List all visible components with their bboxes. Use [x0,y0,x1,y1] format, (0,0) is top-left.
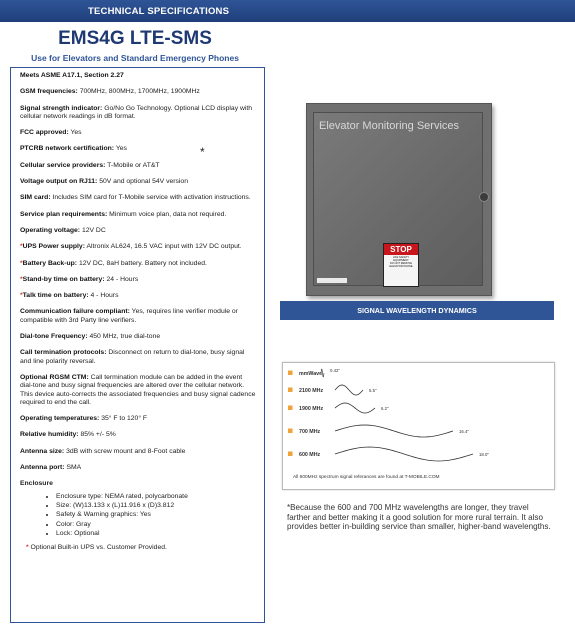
spec-label: Voltage output on RJ11: [20,178,98,186]
spec-value: T-Mobile or AT&T [107,161,160,169]
spec-value: Yes, requires line verifier module or compatible with 3rd Party line verifiers. [20,308,238,324]
spec-value: Altronix AL624, 16.5 VAC input with 12V DC output. [86,243,242,251]
spec-star: * [20,243,23,251]
sign-line: LIFE SAFETY [392,256,410,259]
spec-label: Dial-tone Frequency: [20,333,88,341]
spec-value: Yes [115,145,127,153]
spec-label: Stand-by time on battery: [22,275,105,283]
signal-row-label: 2100 MHz [299,387,324,394]
spec-value: SMA [66,464,82,472]
spec-label: Optional RGSM CTM: [20,373,89,381]
spec-value: 12V DC, 8aH battery. Battery not included. [78,259,207,267]
spec-item [20,292,256,300]
footnote [26,544,256,552]
signal-heading: SIGNAL WAVELENGTH DYNAMICS [280,301,554,320]
spec-label: Operating temperatures: [20,415,100,423]
spec-value: 35° F to 120° F [101,415,148,423]
section-header-bar [0,0,575,22]
spec-value: Yes [70,129,82,137]
spec-item [20,227,256,235]
signal-row-value: 0.42" [330,368,340,373]
signal-wave-svg [283,363,554,489]
spec-item [20,145,256,153]
spec-label: Call termination protocols: [20,349,107,357]
spec-label: PTCRB network certification: [20,145,115,153]
stop-sign [383,243,419,287]
enclosure-list [56,493,256,538]
sign-line: EQUIPMENT [393,259,409,262]
signal-wave [335,385,363,395]
spec-value: 4 - Hours [90,292,119,300]
signal-wave [335,403,375,413]
section-header-label: TECHNICAL SPECIFICATIONS [88,6,230,17]
spec-label: Service plan requirements: [20,210,108,218]
sign-line: DO NOT REMOVE [389,262,412,265]
spec-label: FCC approved: [20,129,69,137]
spec-value: 12V DC [81,226,106,234]
spec-value: 24 - Hours [106,275,139,283]
wavelength-explanation: *Because the 600 and 700 MHz wavelengths are longer, they travel farther and better making it a good solution for more rural terrain. It also provides better in-building service than smaller, higher-band wavelengths. [287,503,551,532]
spec-item [20,178,256,186]
signal-bullet [288,406,293,411]
signal-row-value: 6.2" [381,406,389,411]
spec-value: 3dB with screw mount and 8-Foot cable [66,447,186,455]
spec-label: Talk time on battery: [22,292,89,300]
spec-label: GSM frequencies: [20,88,78,96]
enclosure-item: • Lock: Optional [56,530,256,538]
signal-wave [335,425,453,437]
product-title: EMS4G LTE-SMS [58,28,212,49]
spec-item [20,333,256,341]
enclosure-section [20,480,256,538]
barcode-label [317,278,347,283]
signal-bullet [288,452,293,457]
enclosure-item: • Color: Gray [56,521,256,529]
signal-row-label: 1900 MHz [299,405,324,412]
spec-value: Includes SIM card for T-Mobile service with activation instructions. [52,194,251,202]
enclosure-item: • Size: (W)13.133 x (L)11.916 x (D)3.812 [56,502,256,510]
spec-item [20,349,256,366]
spec-value: Minimum voice plan, data not required. [109,210,227,218]
spec-label: Antenna port: [20,464,65,472]
sign-line: ELEVATOR PHONE [389,265,413,268]
spec-value: Call termination module can be added in the event dial-tone and busy signal frequencies are altered over the cellular network. This device auto-corrects the associated frequencies and busy signal cadence required to end the call. [20,373,256,406]
spec-item [20,129,256,137]
signal-row-value: 16.4" [459,429,469,434]
spec-label: Signal strength indicator: [20,104,103,112]
spec-star: * [20,275,23,283]
spec-item [20,431,256,439]
signal-note: All 600MHz spectrum signal referances are found at T-MOBILE.COM [293,475,440,480]
spec-item [20,276,256,284]
spec-star: * [20,292,23,300]
spec-value: 700MHz, 800MHz, 1700MHz, 1900MHz [79,88,200,96]
spec-item [20,448,256,456]
signal-row-label: mmWave [299,370,323,377]
signal-figure [282,362,555,490]
footnote-text: Optional Built-in UPS vs. Customer Provided. [30,544,167,552]
product-subtitle: Use for Elevators and Standard Emergency Phones [31,53,239,63]
specifications-box [10,67,265,623]
spec-item [20,308,256,325]
spec-label: Meets ASME A17.1, Section 2.27 [20,72,124,79]
spec-value: 450 MHz, true dial-tone [89,333,161,341]
spec-label: Communication failure compliant: [20,308,130,316]
signal-bullet [288,388,293,393]
spec-item [20,260,256,268]
enclosure-item: • Enclosure type: NEMA rated, polycarbonate [56,493,256,501]
spec-item [20,88,256,96]
enclosure-item: • Safety & Warning graphics: Yes [56,511,256,519]
photo-caption: Elevator Monitoring Services [319,120,460,132]
signal-row-value: 18.0" [479,452,489,457]
spec-item [20,162,256,170]
footnote-star: * [26,544,29,552]
stop-label: STOP [384,244,418,255]
spec-item [20,105,256,122]
spec-label: Battery Back-up: [22,259,78,267]
spec-list [20,72,256,472]
signal-row-label: 600 MHz [299,451,321,458]
latch-icon [479,192,489,202]
spec-item [20,194,256,202]
spec-item [20,464,256,472]
spec-label: Antenna size: [20,447,65,455]
spec-label: UPS Power supply: [22,243,85,251]
signal-bullet [288,429,293,434]
spec-star: * [20,259,23,267]
spec-label: SIM card: [20,194,51,202]
spec-label: Cellular service providers: [20,161,106,169]
spec-value: Disconnect on return to dial-tone, busy signal and line polarity reversal. [20,349,245,365]
signal-bullet [288,371,293,376]
enclosure-photo [306,103,492,296]
spec-item [20,243,256,251]
spec-value: 50V and optional 54V version [99,178,188,186]
spec-value: 85% +/- 5% [80,431,116,439]
spec-item [20,374,256,407]
spec-label: Relative humidity: [20,431,79,439]
signal-row-label: 700 MHz [299,428,321,435]
spec-item [20,72,256,80]
spec-label: Operating voltage: [20,226,81,234]
enclosure-heading: Enclosure [20,480,53,488]
signal-wave [335,447,473,461]
spec-item [20,415,256,423]
floating-asterisk: * [200,145,205,159]
signal-row-value: 5.5" [369,388,377,393]
spec-item [20,211,256,219]
spec-value: Go/No Go Technology. Optional LCD display with cellular network readings in dB format. [20,104,253,120]
